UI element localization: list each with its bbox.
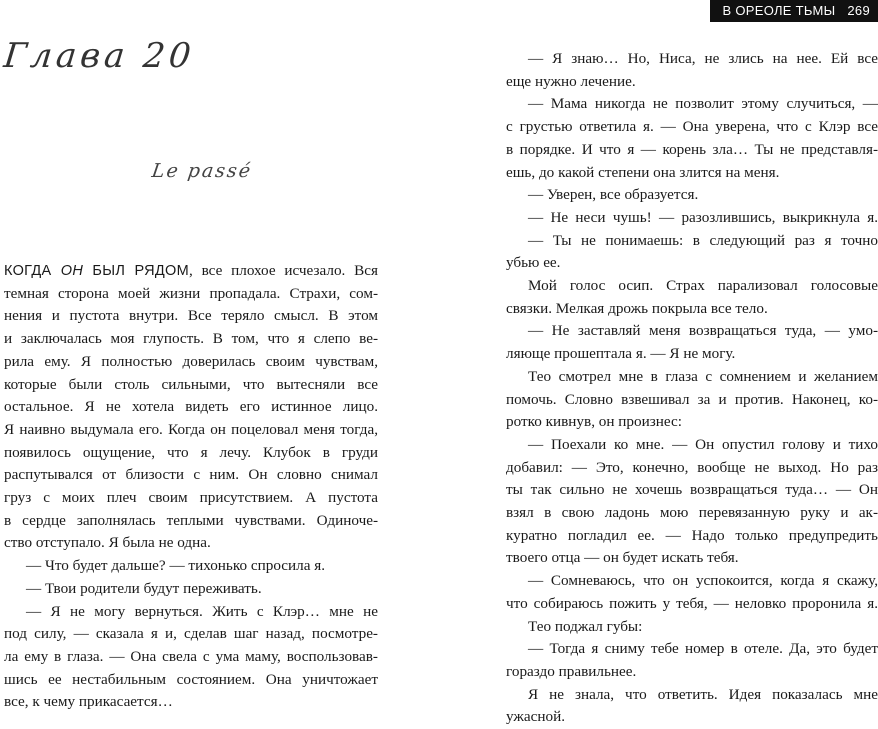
text-line: темная сторона моей жизни пропадала. Страхи, сом- [4, 284, 378, 302]
chapter-subtitle: Le passé [150, 160, 254, 182]
text-line: появилось ощущение, что я лечу. Клубок в груди [4, 443, 378, 461]
right-page [450, 0, 878, 726]
text-line: груз с моих плеч своим присутствием. А пустота [4, 489, 378, 507]
text-line: распутывался от близости с ним. Он словно снимал [4, 466, 378, 484]
page-number: 269 [847, 3, 870, 18]
text-line: и заключалась моя глупость. В том, что я слепо ве- [4, 330, 378, 348]
text-line: под силу, — сказала я и, сделав шаг назад, посмотре- [4, 625, 378, 643]
text-line: — Не неси чушь! — разозлившись, выкрикнула я. [528, 208, 878, 226]
text-line: — Уверен, все образуется. [528, 186, 699, 204]
chapter-lead-in: КОГДА ОН БЫЛ РЯДОМ [4, 263, 190, 279]
text-line: нения и пустота внутри. Все теряло смысл. В этом [4, 307, 378, 325]
text-line: — Поехали ко мне. — Он опустил голову и тихо [528, 435, 878, 453]
text-line: ство отступало. Я была не одна. [4, 534, 211, 552]
text-line: в сердце заполнялась теплыми чувствами. Одиноче- [4, 511, 378, 529]
text-line: ла ему в глаза. — Она свела с ума маму, воспользовав- [4, 647, 378, 665]
running-head [710, 0, 878, 22]
book-title: В ОРЕОЛЕ ТЬМЫ [722, 3, 836, 18]
text-line: убью ее. [506, 254, 561, 272]
text-line: в порядке. И что я — корень зла… Ты не представля- [506, 140, 878, 158]
text-line: помочь. Словно взвешивал за и против. Наконец, ко- [506, 390, 878, 408]
text-line: гораздо правильнее. [506, 662, 637, 680]
text-line: — Я не могу вернуться. Жить с Клэр… мне не [26, 602, 378, 620]
text-line: — Сомневаюсь, что он успокоится, когда я скажу, [528, 572, 878, 590]
chapter-title: Глава 20 [1, 36, 197, 76]
left-page-text [4, 260, 378, 714]
text-line: Тео смотрел мне в глаза с сомнением и желанием [528, 367, 878, 385]
text-line: остальное. Я не хотела видеть его истинное лицо. [4, 398, 378, 416]
text-line: добавил: — Это, конечно, вообще не выход. Но раз [506, 458, 878, 476]
text-line: шись ее нестабильным состоянием. Она уничтожает [4, 670, 378, 688]
text-line: — Тогда я сниму тебе номер в отеле. Да, это будет [528, 640, 878, 658]
text-line: ешь, до какой степени она злится на меня. [506, 163, 780, 181]
text-line: КОГДА ОН БЫЛ РЯДОМ, все плохое исчезало. Вся [4, 262, 378, 279]
text-line: — Не заставляй меня возвращаться туда, — умо- [528, 322, 878, 340]
text-line: ужасной. [506, 708, 566, 726]
text-line: еще нужно лечение. [506, 72, 636, 90]
text-line: ротко кивнув, он произнес: [506, 413, 682, 431]
text-line: взял в свою ладонь мою перевязанную руку и ак- [506, 504, 878, 522]
text-line: Тео поджал губы: [528, 617, 643, 635]
text-line: ляюще прошептала я. — Я не могу. [506, 345, 736, 363]
text-line: куратно погладил ее. — Надо только предупредить [506, 526, 878, 544]
text-line: — Ты не понимаешь: в следующий раз я точно [528, 231, 878, 249]
text-line: — Что будет дальше? — тихонько спросила я. [26, 557, 326, 575]
text-line: — Я знаю… Но, Ниса, не злись на нее. Ей все [528, 50, 878, 67]
text-line: ты так сильно не хочешь возвращаться туда… — Он [506, 481, 878, 499]
right-page-text [506, 48, 878, 729]
text-line: Я не знала, что ответить. Идея показалась мне [528, 685, 878, 703]
text-line: все, к чему прикасается… [4, 693, 173, 711]
text-line: Мой голос осип. Страх парализовал голосовые [528, 277, 878, 295]
text-line: связки. Мелкая дрожь покрыла все тело. [506, 299, 768, 317]
text-line: — Твои родители будут переживать. [26, 579, 262, 597]
text-line: которые были столь сильными, что вытесняли все [4, 375, 378, 393]
text-line: — Мама никогда не позволит этому случиться, — [528, 95, 878, 113]
text-line: твоего отца — он будет искать тебя. [506, 549, 739, 567]
text-line: что собираюсь пожить у тебя, — неловко проронила я. [506, 594, 878, 612]
text-line: с грустью ответила я. — Она уверена, что с Клэр все [506, 118, 878, 136]
text-line: рила ему. Я полностью доверилась своим чувствам, [4, 352, 378, 370]
text-line: Я наивно выдумала его. Когда он поцеловал меня тогда, [4, 420, 378, 438]
left-page [0, 0, 440, 711]
